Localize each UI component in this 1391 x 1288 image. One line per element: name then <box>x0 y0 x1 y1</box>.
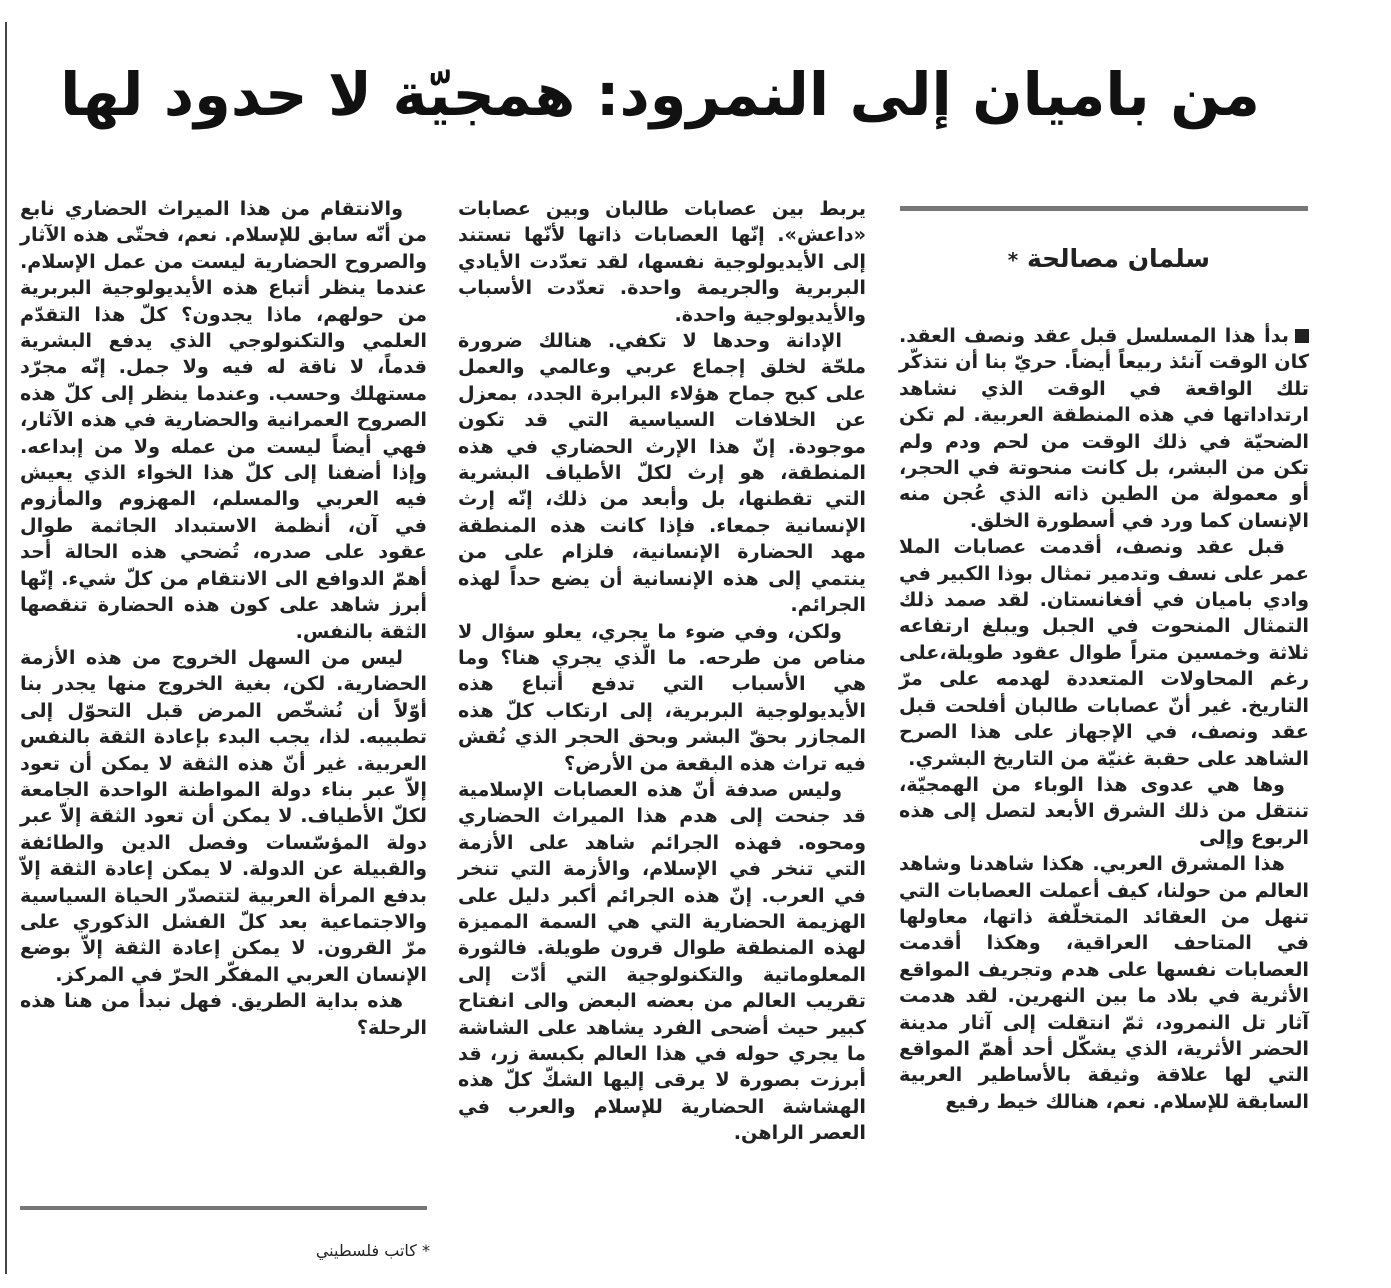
author-mark: * <box>1007 248 1019 272</box>
paragraph: والانتقام من هذا الميراث الحضاري نابع من أنّه سابق للإسلام. نعم، فحتّى هذه الآثار والصروح الحضارية ليست من عمل الإسلام. عندما ينظر أتباع هذه الأيديولوجية البربرية من حولهم، ماذا يجدون؟ كلّ هذا التقدّم العلمي والتكنولوجي الذي يدفع البشرية قدماً، لا ناقة له فيه ولا جمل. إنّه مجرّد مستهلك وحسب. وعندما ينظر إلى كلّ هذه الصروح العمرانية والحضارية في هذه الآثار، فهي أيضاً ليست من عمله ولا من إبداعه. وإذا أضفنا إلى كلّ هذا الخواء الذي يعيش فيه العربي والمسلم، المهزوم والمأزوم في آن، أنظمة الاستبداد الجاثمة طوال عقود على صدره، تُضحي هذه الحالة أحد أهمّ الدوافع الى الانتقام من كلّ شيء. إنّها أبرز شاهد على كون هذه الحضارة تنقصها الثقة بالنفس. <box>20 197 427 643</box>
paragraph: هذه بداية الطريق. فهل نبدأ من هنا هذه الرحلة؟ <box>20 989 427 1039</box>
author-byline <box>900 244 1210 273</box>
paragraph: وها هي عدوى هذا الوباء من الهمجيّة، تنتقل من ذلك الشرق الأبعد لتصل إلى هذه الربوع وإلى <box>899 772 1309 849</box>
paragraph: الإدانة وحدها لا تكفي. هنالك ضرورة ملحّة لخلق إجماع عربي وعالمي والعمل على كبح جماح هؤلاء البرابرة الجدد، بمعزل عن الخلافات السياسية التي قد تكون موجودة. إنّ هذا الإرث الحضاري في هذه المنطقة، هو إرث لكلّ الأطياف البشرية التي تقطنها، بل وأبعد من ذلك، إنّه إرث الإنسانية جمعاء. فإذا كانت هذه المنطقة مهد الحضارة الإنسانية، فلزام على من ينتمي إلى هذه الإنسانية أن يضع حداً لهذه الجرائم. <box>458 329 866 617</box>
column-middle <box>458 196 866 1147</box>
column-right <box>899 323 1309 1115</box>
paragraph: يربط بين عصابات طالبان وبين عصابات «داعش». إنّها العصابات ذاتها لأنّها تستند إلى الأيديولوجية نفسها، لقد تعدّدت الأيادي البربرية والجريمة واحدة. تعدّدت الأسباب والأيديولوجية واحدة. <box>458 197 866 326</box>
paragraph: ولكن، وفي ضوء ما يجري، يعلو سؤال لا مناص من طرحه. ما الّذي يجري هنا؟ وما هي الأسباب التي تدفع أتباع هذه الأيديولوجية البربرية، إلى ارتكاب كلّ هذه المجازر بحقّ البشر وبحق الحجر الذي نُقش فيه تراث هذه البقعة من الأرض؟ <box>458 619 866 775</box>
paragraph: بدأ هذا المسلسل قبل عقد ونصف العقد. كان الوقت آنئذ ربيعاً أيضاً. حريّ بنا أن نتذكّر تلك الواقعة في الوقت الذي نشاهد ارتداداتها في هذه المنطقة العربية. لم تكن الضحيّة في ذلك الوقت من لحم ودم ولم تكن من البشر، بل كانت منحوتة في الحجر، أو معمولة من الطين ذاته الذي عُجن منه الإنسان كما ورد في أسطورة الخلق. <box>899 324 1309 532</box>
article-headline: من باميان إلى النمرود: همجيّة لا حدود لها <box>60 60 1260 129</box>
author-name: سلمان مصالحة <box>1026 244 1210 273</box>
page-border <box>5 22 7 1274</box>
column-left <box>20 196 427 1041</box>
bottom-divider <box>20 1206 427 1210</box>
square-bullet-icon <box>1295 329 1309 343</box>
paragraph: هذا المشرق العربي. هكذا شاهدنا وشاهد العالم من حولنا، كيف أعملت العصابات التي تنهل من العقائد المتخلّفة ذاتها، معاولها في المتاحف العراقية، وهكذا أقدمت العصابات نفسها على هدم وتجريف المواقع الأثرية في بلاد ما بين النهرين. لقد هدمت آثار تل النمرود، ثمّ انتقلت إلى آثار مدينة الحضر الأثرية، الذي يشكّل أحد أهمّ المواقع التي لها علاقة وثيقة بالأساطير العربية السابقة للإسلام. نعم، هنالك خيط رفيع <box>899 852 1309 1113</box>
top-divider <box>900 206 1308 211</box>
paragraph: وليس صدفة أنّ هذه العصابات الإسلامية قد جنحت إلى هدم هذا الميراث الحضاري ومحوه. فهذه الجرائم شاهد على الأزمة التي تنخر في الإسلام، والأزمة التي تنخر في العرب. إنّ هذه الجرائم أكبر دليل على الهزيمة الحضارية التي هي السمة المميزة لهذه المنطقة طوال قرون طويلة. فالثورة المعلوماتية والتكنولوجية التي أدّت إلى تقريب العالم من بعضه البعض والى انفتاح كبير حيث أضحى الفرد يشاهد على الشاشة ما يجري حوله في هذا العالم بكبسة زر، قد أبرزت بصورة لا يرقى إليها الشكّ كلّ هذه الهشاشة الحضارية للإسلام والعرب في العصر الراهن. <box>458 777 866 1145</box>
paragraph: ليس من السهل الخروج من هذه الأزمة الحضارية. لكن، بغية الخروج منها يجدر بنا أوّلاً أن نُشخّص المرض قبل التحوّل إلى تطبيبه. لذا، يجب البدء بإعادة الثقة بالنفس العربية. غير أنّ هذه الثقة لا يمكن أن تعود إلاّ عبر بناء دولة المواطنة الواحدة الجامعة لكلّ الأطياف. لا يمكن أن تعود الثقة إلاّ عبر دولة المؤسّسات وفصل الدين والطائفة والقبيلة عن الدولة. لا يمكن إعادة الثقة إلاّ بدفع المرأة العربية لتتصدّر الحياة السياسية والاجتماعية بعد كلّ الفشل الذكوري على مرّ القرون. لا يمكن إعادة الثقة إلاّ بوضع الإنسان العربي المفكّر الحرّ في المركز. <box>20 645 427 986</box>
author-footnote: * كاتب فلسطيني <box>315 1241 430 1260</box>
paragraph: قبل عقد ونصف، أقدمت عصابات الملا عمر على نسف وتدمير تمثال بوذا الكبير في وادي باميان في أفغانستان. لقد صمد ذلك التمثال المنحوت في الجبل ويبلغ ارتفاعه ثلاثة وخمسين متراً طوال عقود طويلة،على رغم المحاولات المتعددة لهدمه على مرّ التاريخ. غير أنّ عصابات طالبان أفلحت قبل عقد ونصف، في الإجهاز على هذا الصرح الشاهد على حقبة غنيّة من التاريخ البشري. <box>899 535 1309 770</box>
